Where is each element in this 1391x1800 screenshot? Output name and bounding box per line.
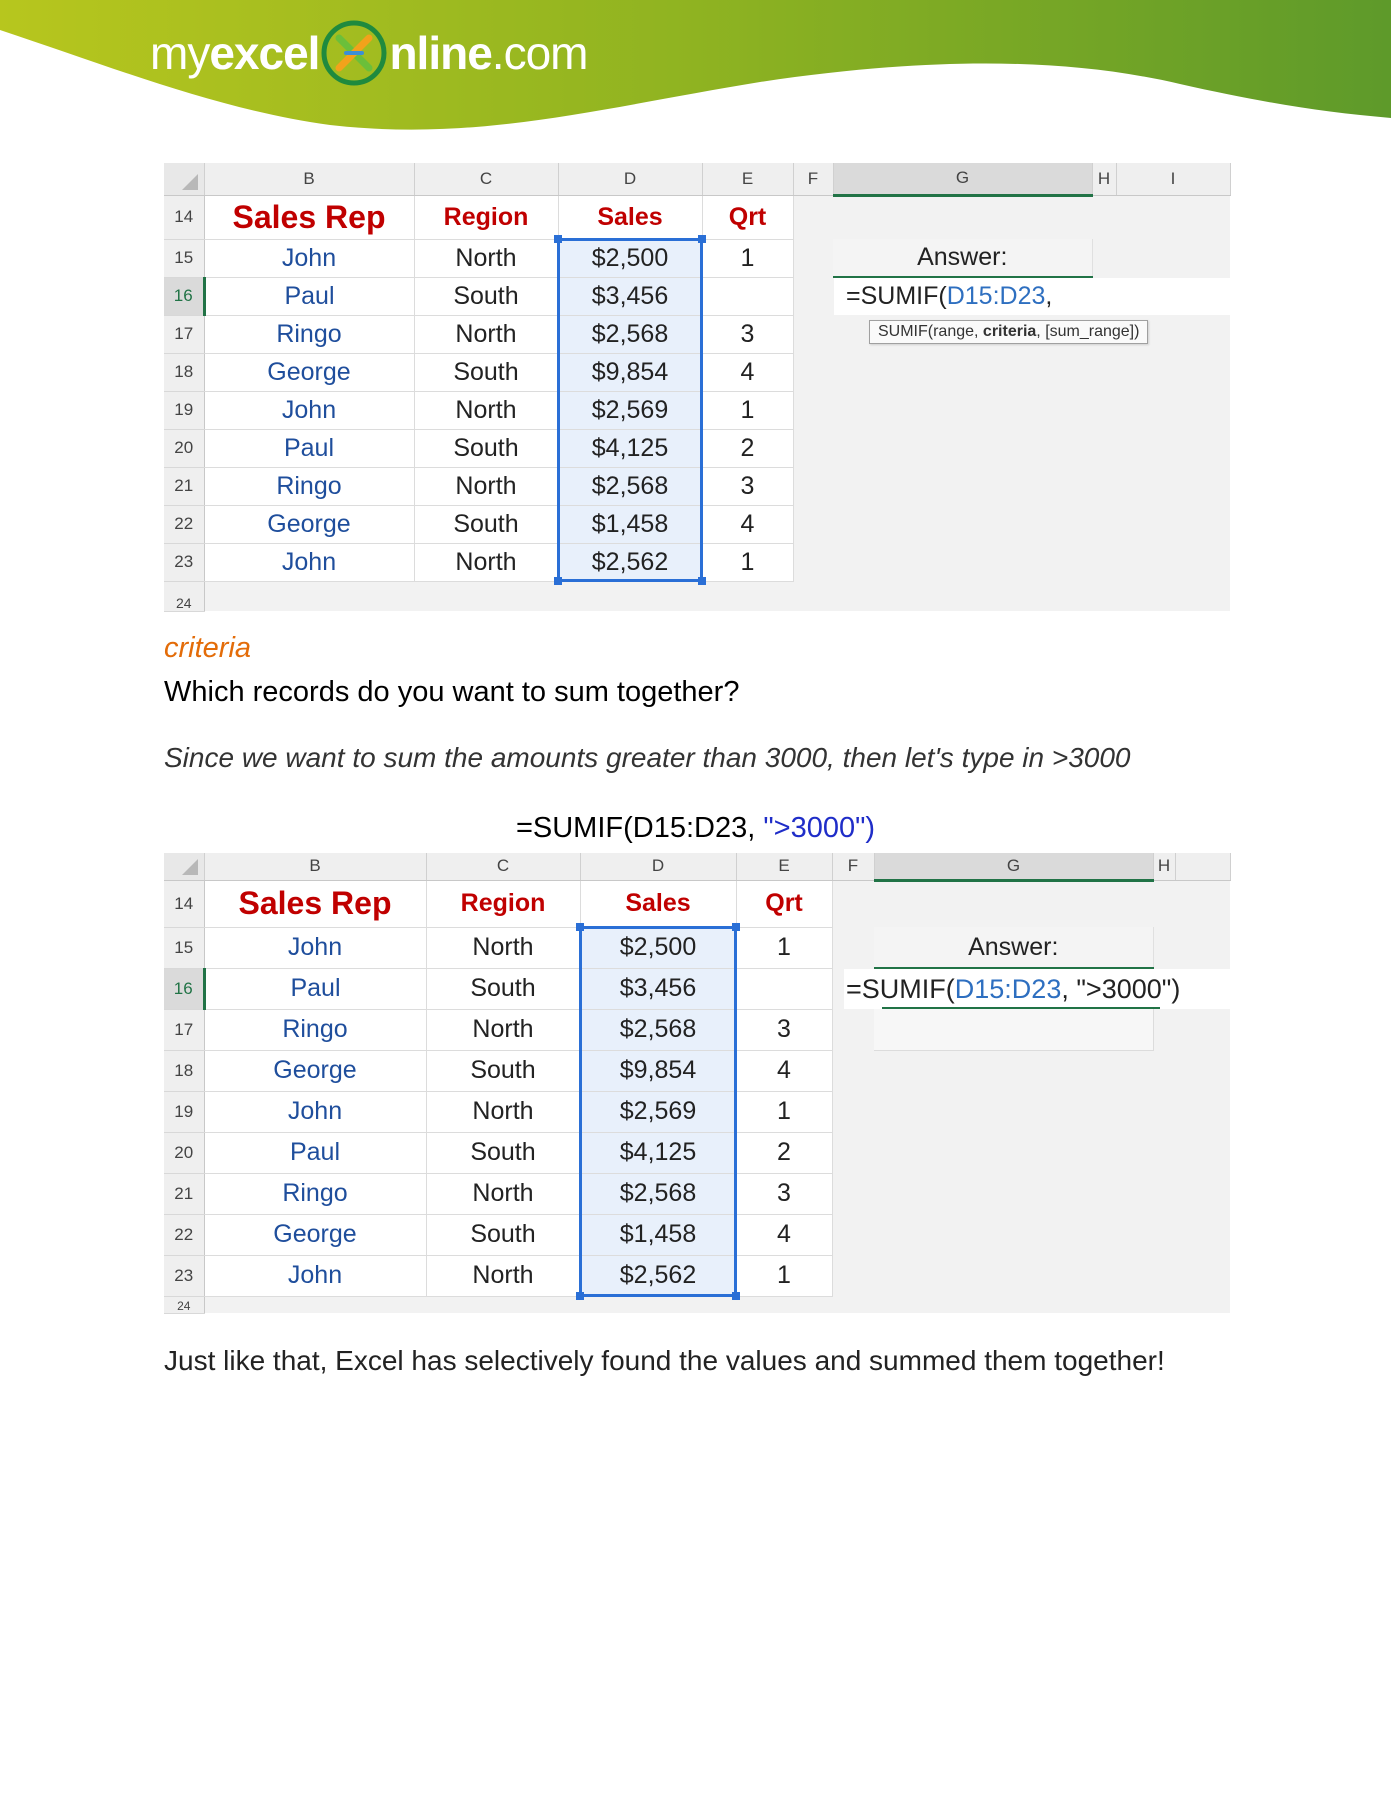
empty-cell[interactable] [793,505,833,543]
spreadsheet-screenshot-2 [164,853,1230,1313]
cell-qrt[interactable]: 4 [702,505,793,543]
empty-cell[interactable] [793,467,833,505]
cell-sales[interactable]: $2,568 [558,315,702,353]
cell-rep[interactable]: John [204,1255,426,1296]
cell-rep[interactable]: George [204,353,414,391]
cell-rep[interactable]: Ringo [204,1009,426,1050]
row-header[interactable]: 24 [164,1296,204,1313]
cell-qrt[interactable]: 2 [736,1132,832,1173]
empty-cell[interactable] [1116,195,1230,239]
cell-rep[interactable]: John [204,391,414,429]
empty-cell[interactable] [832,880,874,927]
row-header[interactable]: 23 [164,543,204,581]
formula-prefix: =SUMIF( [846,282,947,310]
selection-handle[interactable] [698,577,706,585]
empty-cell[interactable] [833,505,1092,543]
column-header-h[interactable]: H [1153,853,1175,880]
row-header[interactable]: 22 [164,505,204,543]
table-row [164,239,1230,277]
column-header-g[interactable]: G [874,853,1153,880]
cell-formula-editor[interactable] [834,278,1232,315]
table-row [164,391,1230,429]
cell-qrt[interactable]: 3 [736,1009,832,1050]
cell-region[interactable]: North [426,1009,580,1050]
cell-rep[interactable]: Paul [204,968,426,1009]
cell-qrt[interactable]: 4 [702,353,793,391]
empty-cell[interactable] [793,543,833,581]
empty-cell[interactable] [1153,1050,1175,1091]
empty-cell[interactable] [1092,467,1116,505]
table-row [164,467,1230,505]
empty-cell[interactable] [793,315,833,353]
header-region[interactable]: Region [414,195,558,239]
empty-cell[interactable] [793,353,833,391]
empty-cell[interactable] [832,927,874,968]
empty-cell[interactable] [1175,1132,1230,1173]
cell-qrt[interactable]: 1 [702,391,793,429]
cell-sales[interactable]: $2,500 [580,927,736,968]
cell-qrt[interactable]: 1 [702,543,793,581]
empty-cell[interactable] [874,1255,1153,1296]
empty-cell[interactable] [1092,429,1116,467]
empty-cell[interactable] [1116,353,1230,391]
table-row [164,1214,1230,1255]
cell-qrt[interactable]: 1 [736,1091,832,1132]
table-row [164,1255,1230,1296]
cell-sales[interactable]: $2,569 [558,391,702,429]
empty-cell[interactable] [833,391,1092,429]
cell-rep[interactable]: Paul [204,277,414,315]
empty-cell[interactable] [1175,1009,1230,1050]
cell-region[interactable]: South [414,505,558,543]
cell-qrt[interactable] [702,277,793,315]
cell-rep[interactable]: Paul [204,429,414,467]
row-header[interactable]: 21 [164,1173,204,1214]
header-sales[interactable]: Sales [580,880,736,927]
tooltip-criteria-arg: criteria [982,323,1037,340]
row-header[interactable]: 20 [164,1132,204,1173]
empty-cell[interactable] [1092,543,1116,581]
table-row [164,353,1230,391]
table-row [164,543,1230,581]
cell-qrt[interactable]: 3 [702,315,793,353]
row-header[interactable]: 15 [164,927,204,968]
cell-sales[interactable]: $1,458 [558,505,702,543]
column-header-f[interactable]: F [793,163,833,195]
cell-sales[interactable]: $3,456 [558,277,702,315]
cell-region[interactable]: North [414,467,558,505]
cell-rep[interactable]: John [204,239,414,277]
empty-cell[interactable] [1092,195,1116,239]
cell-sales[interactable]: $2,568 [580,1009,736,1050]
cell-region[interactable]: North [426,927,580,968]
cell-rep[interactable]: Ringo [204,467,414,505]
table-row [164,1050,1230,1091]
select-all-corner[interactable] [164,853,204,880]
cell-sales[interactable]: $2,562 [558,543,702,581]
row-header[interactable]: 15 [164,239,204,277]
cell-qrt[interactable]: 4 [736,1050,832,1091]
row-header[interactable]: 18 [164,353,204,391]
column-header-e[interactable]: E [702,163,793,195]
formula-suffix: , [1045,282,1053,310]
sheet2-grid [164,853,1231,1314]
table-row [164,195,1230,239]
row-header[interactable]: 23 [164,1255,204,1296]
cell-region[interactable]: North [426,1091,580,1132]
empty-cell[interactable] [833,429,1092,467]
empty-cell[interactable] [833,353,1092,391]
column-header-b[interactable]: B [204,163,414,195]
logo-text-com: .com [491,27,588,79]
column-header-f[interactable]: F [832,853,874,880]
cell-sales[interactable]: $4,125 [580,1132,736,1173]
row-header[interactable]: 22 [164,1214,204,1255]
cell-region[interactable]: South [414,353,558,391]
empty-cell[interactable] [1153,1173,1175,1214]
table-row [164,1009,1230,1050]
column-header-h[interactable]: H [1092,163,1116,195]
empty-cell[interactable] [1092,391,1116,429]
row-header-selected[interactable]: 16 [164,277,204,315]
column-header-g[interactable]: G [833,163,1092,195]
column-header-i[interactable]: I [1116,163,1230,195]
empty-cell[interactable] [1116,429,1230,467]
spreadsheet-screenshot-1 [164,163,1230,611]
empty-cell[interactable] [832,1214,874,1255]
question-text: Which records do you want to sum together? [164,676,740,708]
cell-qrt[interactable]: 1 [702,239,793,277]
empty-cell[interactable] [1116,467,1230,505]
cell-sales[interactable]: $2,562 [580,1255,736,1296]
function-tooltip [869,320,1148,344]
cell-region[interactable]: North [414,391,558,429]
empty-cell[interactable] [832,1091,874,1132]
tooltip-rest: , [sum_range]) [1036,323,1140,340]
empty-cell[interactable] [793,195,833,239]
empty-cell[interactable] [832,1132,874,1173]
empty-cell[interactable] [1175,1255,1230,1296]
empty-cell[interactable] [793,277,833,315]
cell-region[interactable]: South [426,1132,580,1173]
cell-sales[interactable]: $2,500 [558,239,702,277]
cell-rep[interactable]: George [204,505,414,543]
cell-region[interactable]: South [414,429,558,467]
row-header[interactable]: 21 [164,467,204,505]
selection-handle[interactable] [732,1292,740,1300]
table-row [164,1132,1230,1173]
cell-qrt[interactable]: 3 [702,467,793,505]
empty-cell[interactable] [874,1214,1153,1255]
formula-example [0,812,1391,845]
selection-handle[interactable] [698,235,706,243]
empty-cell[interactable] [1153,927,1175,968]
cell-qrt[interactable]: 3 [736,1173,832,1214]
table-row [164,429,1230,467]
cell-rep[interactable]: John [204,543,414,581]
select-all-corner[interactable] [164,163,204,195]
column-header-e[interactable]: E [736,853,832,880]
row-header[interactable]: 18 [164,1050,204,1091]
empty-cell[interactable] [832,1050,874,1091]
empty-cell[interactable] [793,239,833,277]
table-row [164,880,1230,927]
cell-qrt[interactable]: 1 [736,927,832,968]
header-qrt[interactable]: Qrt [736,880,832,927]
empty-cell[interactable] [1153,880,1175,927]
empty-cell[interactable] [833,543,1092,581]
answer-label-cell[interactable]: Answer: [833,239,1092,277]
row-header[interactable]: 19 [164,1091,204,1132]
formula-example-criteria: ">3000") [763,812,876,844]
column-header-c[interactable]: C [414,163,558,195]
cell-sales[interactable]: $2,568 [558,467,702,505]
empty-cell[interactable] [1175,927,1230,968]
empty-cell[interactable] [1116,505,1230,543]
empty-cell[interactable] [832,1173,874,1214]
empty-cell[interactable] [832,1009,874,1050]
column-header-row [164,163,1230,195]
cell-region[interactable]: South [414,277,558,315]
empty-cell[interactable] [1092,239,1116,277]
empty-cell[interactable] [1175,880,1230,927]
header-sales-rep[interactable]: Sales Rep [204,195,414,239]
empty-cell[interactable] [1175,1091,1230,1132]
table-row [164,1091,1230,1132]
empty-cell[interactable] [1092,505,1116,543]
empty-cell[interactable] [1116,239,1230,277]
cell-sales[interactable]: $3,456 [580,968,736,1009]
logo-text-my: my [150,27,210,79]
empty-cell[interactable] [833,467,1092,505]
cell-formula-editor[interactable] [844,969,1232,1009]
cell-rep[interactable]: Ringo [204,315,414,353]
header-sales[interactable]: Sales [558,195,702,239]
empty-cell[interactable] [793,391,833,429]
empty-cell[interactable] [1153,1214,1175,1255]
cell-rep[interactable]: John [204,927,426,968]
empty-cell[interactable] [874,1173,1153,1214]
row-header[interactable]: 14 [164,880,204,927]
cell-region[interactable]: South [426,1214,580,1255]
sheet1-grid [164,163,1231,612]
cell-sales[interactable]: $2,569 [580,1091,736,1132]
empty-cell[interactable] [1175,1173,1230,1214]
row-header[interactable]: 19 [164,391,204,429]
cell-region[interactable]: North [414,239,558,277]
empty-cell[interactable] [1116,543,1230,581]
table-row [164,581,1230,611]
header-banner [0,0,1391,160]
cell-rep[interactable]: George [204,1050,426,1091]
tooltip-fn: SUMIF(range, [878,323,983,340]
column-header-blank[interactable] [1175,853,1230,880]
column-header-c[interactable]: C [426,853,580,880]
explanation-text: Since we want to sum the amounts greater than 3000, then let's type in >3000 [164,742,1131,773]
formula-example-black: =SUMIF(D15:D23, [515,812,764,844]
cell-region[interactable]: North [414,543,558,581]
column-header-row [164,853,1230,880]
header-sales-rep[interactable]: Sales Rep [204,880,426,927]
empty-cell[interactable] [874,1050,1153,1091]
cell-region[interactable]: North [414,315,558,353]
cell-rep[interactable]: Paul [204,1132,426,1173]
header-qrt[interactable]: Qrt [702,195,793,239]
row-header[interactable]: 20 [164,429,204,467]
cell-rep[interactable]: George [204,1214,426,1255]
table-row [164,505,1230,543]
empty-cell[interactable] [1153,1091,1175,1132]
empty-cell[interactable] [793,429,833,467]
table-row [164,1296,1230,1313]
row-header[interactable]: 17 [164,1009,204,1050]
cell-region[interactable]: North [426,1173,580,1214]
empty-cell[interactable] [1153,1132,1175,1173]
logo-x-icon [321,20,387,86]
empty-cell[interactable] [204,1296,1230,1313]
cell-region[interactable]: South [426,1050,580,1091]
cell-sales[interactable]: $4,125 [558,429,702,467]
empty-cell[interactable] [204,581,1230,611]
row-header[interactable]: 24 [164,581,204,611]
cell-sales[interactable]: $9,854 [580,1050,736,1091]
site-logo[interactable] [150,18,587,88]
formula-range-ref: D15:D23 [954,973,1062,1004]
empty-cell[interactable] [832,1255,874,1296]
empty-cell[interactable] [874,880,1153,927]
column-header-b[interactable]: B [204,853,426,880]
g17-cell[interactable] [874,1009,1153,1050]
empty-cell[interactable] [874,1132,1153,1173]
cell-sales[interactable]: $1,458 [580,1214,736,1255]
criteria-heading: criteria [164,632,252,664]
selection-handle[interactable] [554,235,562,243]
row-header-selected[interactable]: 16 [164,968,204,1009]
cell-region[interactable]: North [426,1255,580,1296]
corner-triangle-icon [180,172,200,192]
cell-qrt[interactable]: 4 [736,1214,832,1255]
row-header[interactable]: 14 [164,195,204,239]
table-row [164,927,1230,968]
corner-triangle-icon [180,857,200,877]
column-header-d[interactable]: D [558,163,702,195]
logo-text-nline: nline [389,27,492,79]
logo-text-excel: excel [209,27,320,79]
cell-qrt[interactable]: 1 [736,1255,832,1296]
empty-cell[interactable] [833,195,1092,239]
selection-handle[interactable] [732,923,740,931]
empty-cell[interactable] [1153,1009,1175,1050]
selection-handle[interactable] [576,923,584,931]
cell-region[interactable]: South [426,968,580,1009]
cell-qrt[interactable] [736,968,832,1009]
cell-rep[interactable]: Ringo [204,1173,426,1214]
formula-suffix: , ">3000") [1061,973,1181,1004]
empty-cell[interactable] [1116,391,1230,429]
cell-sales[interactable]: $2,568 [580,1173,736,1214]
empty-cell[interactable] [1092,353,1116,391]
empty-cell[interactable] [1153,1255,1175,1296]
formula-range-ref: D15:D23 [946,282,1046,310]
row-header[interactable]: 17 [164,315,204,353]
cell-rep[interactable]: John [204,1091,426,1132]
empty-cell[interactable] [874,1091,1153,1132]
formula-prefix: =SUMIF( [846,973,955,1004]
empty-cell[interactable] [1175,1214,1230,1255]
empty-cell[interactable] [1175,1050,1230,1091]
cell-sales[interactable]: $9,854 [558,353,702,391]
conclusion-text: Just like that, Excel has selectively found the values and summed them together! [164,1345,1165,1376]
selection-handle[interactable] [576,1292,584,1300]
table-row [164,1173,1230,1214]
header-region[interactable]: Region [426,880,580,927]
selection-handle[interactable] [554,577,562,585]
column-header-d[interactable]: D [580,853,736,880]
formula-cell-underline [882,1007,1160,1009]
answer-label-cell[interactable]: Answer: [874,927,1153,968]
cell-qrt[interactable]: 2 [702,429,793,467]
